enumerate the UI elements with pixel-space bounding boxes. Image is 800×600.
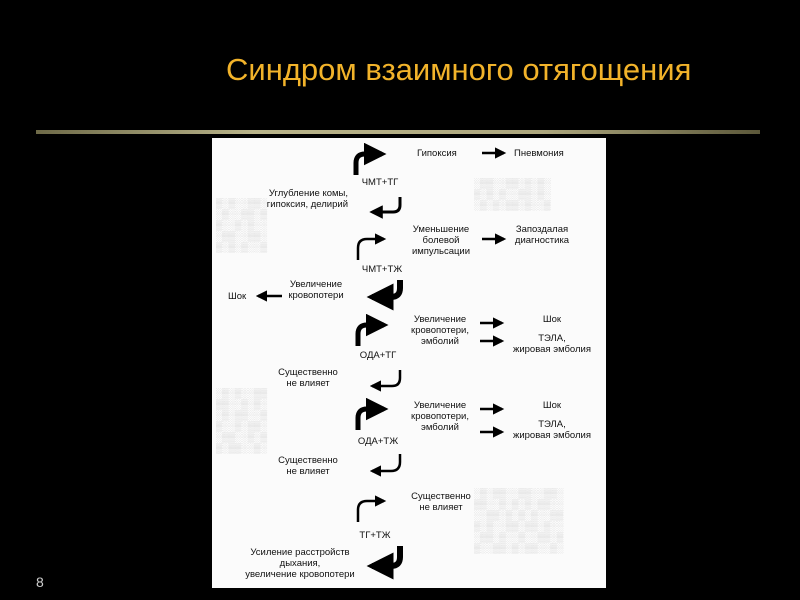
scan-noise: ░▒▒░░▒▒░▒░▒░ ▒░▒░▒░░▒▒░▒░ ░▒░▒░▒▒░▒░░▒: [474, 178, 551, 210]
effect-label: Шок: [228, 291, 247, 302]
curved-arrow-down-icon: [372, 454, 400, 471]
curved-arrow-up-icon: [358, 501, 384, 522]
trauma-diagram: [212, 138, 606, 588]
effect-label: ТЭЛА, жировая эмболия: [512, 419, 592, 441]
curved-arrow-up-icon: [356, 154, 382, 175]
consequence-label: Усиление расстройств дыхания, увеличение кровопотери: [245, 547, 355, 580]
effect-label: Запоздалая диагностика: [514, 224, 570, 246]
cause-label: Увеличение кровопотери, эмболий: [411, 400, 469, 433]
consequence-label: Существенно не влияет: [278, 367, 338, 389]
combo-label: ОДА+ТГ: [359, 350, 397, 361]
slide-title: Синдром взаимного отягощения: [226, 52, 692, 87]
effect-label: ТЭЛА, жировая эмболия: [512, 333, 592, 355]
consequence-label: Увеличение кровопотери: [288, 279, 344, 301]
combo-label: ЧМТ+ТГ: [361, 177, 399, 188]
combo-label: ЧМТ+ТЖ: [361, 264, 403, 275]
curved-arrow-down-icon: [372, 370, 400, 386]
curved-arrow-down-icon: [372, 546, 400, 566]
combo-label: ОДА+ТЖ: [357, 436, 399, 447]
title-divider: [36, 130, 760, 134]
cause-label: Уменьшение болевой импульсации: [411, 224, 471, 257]
page-number: 8: [36, 574, 44, 590]
consequence-label: Углубление комы, гипоксия, делирий: [266, 188, 348, 210]
cause-label: Гипоксия: [417, 148, 457, 159]
effect-label: Пневмония: [514, 148, 564, 159]
effect-label: Шок: [542, 314, 562, 325]
cause-label: Увеличение кровопотери, эмболий: [411, 314, 469, 347]
cause-label: Существенно не влияет: [411, 491, 471, 513]
scan-noise: ▒░▒░░▒▒░ ░▒░░▒▒░▒ ▒░░▒░▒░░ ░▒▒░░▒▒░ ▒░▒░▒░░▒: [216, 198, 268, 252]
curved-arrow-up-icon: [358, 239, 384, 260]
curved-arrow-down-icon: [372, 280, 400, 297]
scan-noise: ░▒░▒░░▒▒ ▒▒░░▒░▒░ ░▒░▒▒░░▒ ▒░░▒░▒▒░ ░▒▒░░▒░▒ ▒░▒▒░░▒░: [216, 388, 268, 453]
scan-noise: ░▒░▒▒░░▒▒░░▒▒░ ▒▒░░▒░▒░▒░▒▒░░ ░░▒▒░▒░▒░▒░░▒▒ ▒░▒░░▒▒░▒▒░▒░░ ░▒▒░▒░░▒░░▒▒░▒ ▒░░▒▒░▒░▒▒░░▒░: [474, 488, 564, 553]
curved-arrow-up-icon: [358, 325, 384, 346]
curved-arrow-down-icon: [372, 197, 400, 212]
effect-label: Шок: [542, 400, 562, 411]
consequence-label: Существенно не влияет: [278, 455, 338, 477]
curved-arrow-up-icon: [358, 409, 384, 430]
combo-label: ТГ+ТЖ: [359, 530, 391, 541]
